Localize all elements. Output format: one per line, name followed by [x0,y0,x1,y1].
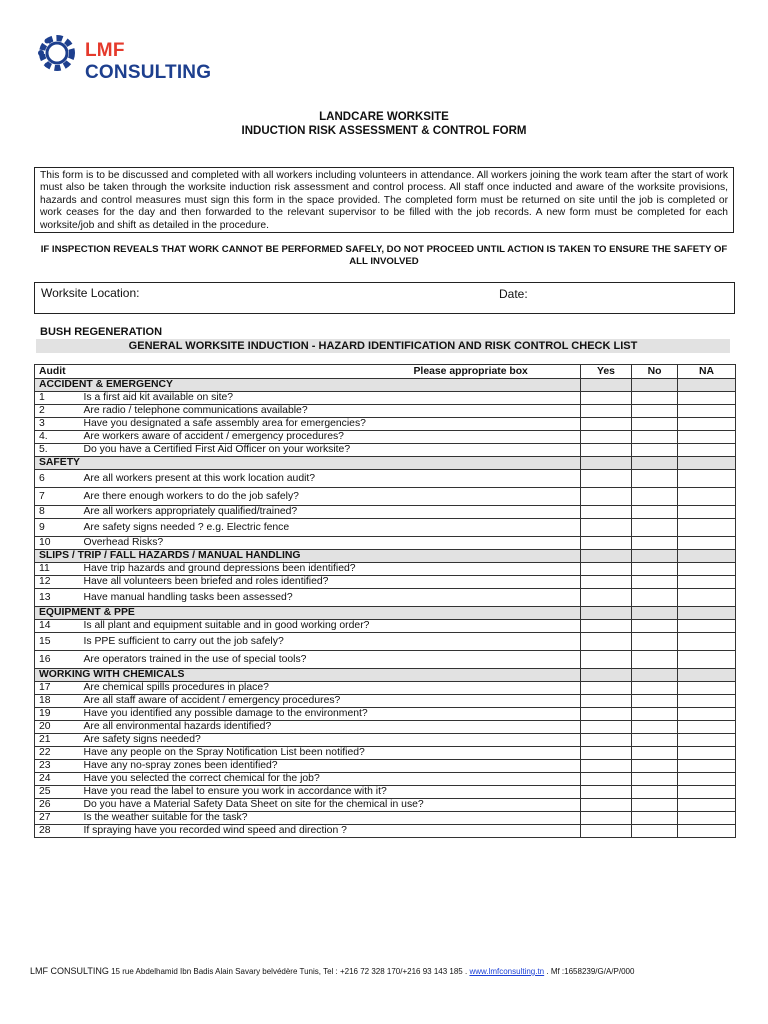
question-number: 12 [35,576,80,589]
yes-box[interactable] [581,470,632,488]
table-row [35,576,736,589]
na-box[interactable] [678,488,736,506]
no-box[interactable] [632,563,678,576]
yes-box[interactable] [581,506,632,519]
question-text: Is a first aid kit available on site? [80,392,581,405]
table-row [35,734,736,747]
table-row [35,563,736,576]
yes-box[interactable] [581,444,632,457]
table-row [35,444,736,457]
question-text: Are all workers appropriately qualified/trained? [80,506,581,519]
category-blank-cell [632,669,678,682]
no-box[interactable] [632,488,678,506]
table-row [35,708,736,721]
category-row [35,550,736,563]
yes-box[interactable] [581,589,632,607]
table-header-row [35,365,736,379]
question-text: Are operators trained in the use of special tools? [80,651,581,669]
na-box[interactable] [678,825,736,838]
na-box[interactable] [678,682,736,695]
date-field[interactable]: Date: [499,287,528,301]
question-number: 15 [35,633,80,651]
na-box[interactable] [678,470,736,488]
na-box[interactable] [678,708,736,721]
category-blank-cell [678,607,736,620]
question-number: 22 [35,747,80,760]
form-title-line1: LANDCARE WORKSITE [319,111,449,123]
yes-box[interactable] [581,773,632,786]
na-box[interactable] [678,812,736,825]
no-box[interactable] [632,760,678,773]
yes-box[interactable] [581,620,632,633]
table-row [35,537,736,550]
question-number: 4. [35,431,80,444]
question-number: 23 [35,760,80,773]
table-row [35,506,736,519]
yes-header: Yes [581,365,632,379]
table-row [35,721,736,734]
category-blank-cell [632,457,678,470]
question-text: Are safety signs needed? [80,734,581,747]
na-box[interactable] [678,773,736,786]
table-row [35,488,736,506]
question-number: 3 [35,418,80,431]
yes-box[interactable] [581,708,632,721]
table-row [35,786,736,799]
no-box[interactable] [632,444,678,457]
question-text: Do you have a Certified First Aid Officer on your worksite? [80,444,581,457]
question-text: Have any people on the Spray Notification List been notified? [80,747,581,760]
company-logo [33,28,213,83]
na-box[interactable] [678,576,736,589]
audit-header: Audit [35,365,80,379]
yes-box[interactable] [581,405,632,418]
category-blank-cell [581,379,632,392]
category-blank-cell [678,457,736,470]
question-number: 17 [35,682,80,695]
yes-box[interactable] [581,682,632,695]
yes-box[interactable] [581,392,632,405]
question-number: 20 [35,721,80,734]
no-box[interactable] [632,620,678,633]
yes-box[interactable] [581,576,632,589]
question-text: Are all workers present at this work location audit? [80,470,581,488]
footer-address: 15 rue Abdelhamid Ibn Badis Alain Savary belvédère Tunis, Tel : +216 72 328 170/+216 93 143 185 . [111,967,468,976]
table-row [35,825,736,838]
no-box[interactable] [632,519,678,537]
yes-box[interactable] [581,651,632,669]
question-number: 16 [35,651,80,669]
yes-box[interactable] [581,488,632,506]
table-row [35,470,736,488]
no-box[interactable] [632,695,678,708]
question-text: Are chemical spills procedures in place? [80,682,581,695]
question-number: 9 [35,519,80,537]
question-number: 11 [35,563,80,576]
instruction-header: Please appropriate box [80,365,581,379]
footer-company: LMF CONSULTING [30,966,109,976]
table-row [35,620,736,633]
yes-box[interactable] [581,760,632,773]
question-text: Do you have a Material Safety Data Sheet on site for the chemical in use? [80,799,581,812]
question-text: Have trip hazards and ground depressions been identified? [80,563,581,576]
category-blank-cell [581,457,632,470]
category-blank-cell [632,550,678,563]
no-box[interactable] [632,721,678,734]
no-box[interactable] [632,812,678,825]
no-box[interactable] [632,734,678,747]
gear-icon [33,28,85,80]
no-box[interactable] [632,392,678,405]
yes-box[interactable] [581,799,632,812]
question-text: Are safety signs needed ? e.g. Electric fence [80,519,581,537]
no-box[interactable] [632,651,678,669]
table-row [35,799,736,812]
yes-box[interactable] [581,431,632,444]
na-box[interactable] [678,633,736,651]
question-text: Is all plant and equipment suitable and in good working order? [80,620,581,633]
yes-box[interactable] [581,786,632,799]
question-text: Have any no-spray zones been identified? [80,760,581,773]
category-label: SAFETY [35,457,581,470]
question-text: Are all environmental hazards identified? [80,721,581,734]
question-number: 21 [35,734,80,747]
yes-box[interactable] [581,537,632,550]
na-box[interactable] [678,537,736,550]
table-row [35,519,736,537]
question-number: 24 [35,773,80,786]
yes-box[interactable] [581,812,632,825]
na-box[interactable] [678,563,736,576]
na-box[interactable] [678,620,736,633]
na-box[interactable] [678,760,736,773]
no-box[interactable] [632,799,678,812]
question-number: 8 [35,506,80,519]
na-box[interactable] [678,799,736,812]
na-box[interactable] [678,405,736,418]
question-text: Are all staff aware of accident / emergency procedures? [80,695,581,708]
question-text: Have all volunteers been briefed and roles identified? [80,576,581,589]
no-box[interactable] [632,747,678,760]
na-box[interactable] [678,392,736,405]
question-number: 13 [35,589,80,607]
no-box[interactable] [632,786,678,799]
logo-lmf-text: LMF [85,40,125,61]
category-label: SLIPS / TRIP / FALL HAZARDS / MANUAL HANDLING [35,550,581,563]
no-box[interactable] [632,682,678,695]
footer-website-link[interactable]: www.lmfconsulting.tn [469,967,545,976]
table-row [35,633,736,651]
category-row [35,669,736,682]
question-text: Is PPE sufficient to carry out the job safely? [80,633,581,651]
table-row [35,747,736,760]
question-text: Are radio / telephone communications available? [80,405,581,418]
category-blank-cell [632,607,678,620]
table-row [35,695,736,708]
question-number: 26 [35,799,80,812]
checklist-title: GENERAL WORKSITE INDUCTION - HAZARD IDENTIFICATION AND RISK CONTROL CHECK LIST [36,339,730,353]
no-box[interactable] [632,576,678,589]
category-blank-cell [678,550,736,563]
no-box[interactable] [632,470,678,488]
yes-box[interactable] [581,633,632,651]
yes-box[interactable] [581,734,632,747]
question-text: If spraying have you recorded wind speed and direction ? [80,825,581,838]
page-footer [30,966,750,976]
no-box[interactable] [632,825,678,838]
na-box[interactable] [678,695,736,708]
category-row [35,457,736,470]
category-blank-cell [581,669,632,682]
safety-warning: IF INSPECTION REVEALS THAT WORK CANNOT BE PERFORMED SAFELY, DO NOT PROCEED UNTIL ACTION IS TAKEN TO ENSURE THE SAFETY OF ALL INVOLVED [40,244,728,267]
question-number: 10 [35,537,80,550]
table-row [35,651,736,669]
category-blank-cell [678,669,736,682]
question-number: 6 [35,470,80,488]
table-row [35,682,736,695]
no-box[interactable] [632,773,678,786]
question-text: Have you read the label to ensure you work in accordance with it? [80,786,581,799]
form-title-line2: INDUCTION RISK ASSESSMENT & CONTROL FORM [241,125,527,137]
question-text: Have you selected the correct chemical for the job? [80,773,581,786]
yes-box[interactable] [581,747,632,760]
question-number: 5. [35,444,80,457]
category-label: WORKING WITH CHEMICALS [35,669,581,682]
na-box[interactable] [678,651,736,669]
na-box[interactable] [678,734,736,747]
table-row [35,773,736,786]
question-number: 7 [35,488,80,506]
yes-box[interactable] [581,825,632,838]
worksite-location-field[interactable]: Worksite Location: [41,286,140,300]
category-blank-cell [581,607,632,620]
na-box[interactable] [678,444,736,457]
no-header: No [632,365,678,379]
question-number: 19 [35,708,80,721]
intro-paragraph: This form is to be discussed and completed with all workers including volunteers in attendance. All workers joining the work team after the start of work must also be taken through the worksite induction risk assessment and control process. All staff once inducted and aware of the worksite provisions, hazards and control measures must sign this form in the space provided. The completed form must be returned on site until the job is completed or work ceases for the day and then forwarded to the relevant supervisor to be filled with the job records. A new form must be completed for each worksite/job and shift as detailed in the procedure. [34,167,734,233]
table-row [35,418,736,431]
category-blank-cell [632,379,678,392]
question-number: 28 [35,825,80,838]
no-box[interactable] [632,633,678,651]
question-text: Have you designated a safe assembly area for emergencies? [80,418,581,431]
na-box[interactable] [678,506,736,519]
yes-box[interactable] [581,519,632,537]
question-number: 14 [35,620,80,633]
na-box[interactable] [678,786,736,799]
yes-box[interactable] [581,695,632,708]
question-text: Are there enough workers to do the job safely? [80,488,581,506]
table-row [35,812,736,825]
no-box[interactable] [632,537,678,550]
question-text: Have you identified any possible damage to the environment? [80,708,581,721]
no-box[interactable] [632,431,678,444]
category-blank-cell [678,379,736,392]
checklist-table [34,364,736,838]
footer-mf: . Mf :1658239/G/A/P/000 [546,967,635,976]
no-box[interactable] [632,708,678,721]
question-number: 1 [35,392,80,405]
category-row [35,379,736,392]
na-box[interactable] [678,418,736,431]
na-box[interactable] [678,431,736,444]
question-number: 27 [35,812,80,825]
table-row [35,405,736,418]
na-box[interactable] [678,589,736,607]
na-box[interactable] [678,721,736,734]
yes-box[interactable] [581,721,632,734]
question-number: 2 [35,405,80,418]
question-text: Have manual handling tasks been assessed? [80,589,581,607]
category-label: EQUIPMENT & PPE [35,607,581,620]
no-box[interactable] [632,589,678,607]
location-date-box [34,282,735,314]
no-box[interactable] [632,506,678,519]
yes-box[interactable] [581,418,632,431]
na-box[interactable] [678,519,736,537]
question-text: Are workers aware of accident / emergency procedures? [80,431,581,444]
na-box[interactable] [678,747,736,760]
table-row [35,760,736,773]
no-box[interactable] [632,418,678,431]
category-blank-cell [581,550,632,563]
category-label: ACCIDENT & EMERGENCY [35,379,581,392]
question-text: Overhead Risks? [80,537,581,550]
na-header: NA [678,365,736,379]
question-number: 18 [35,695,80,708]
table-row [35,589,736,607]
table-row [35,392,736,405]
question-text: Is the weather suitable for the task? [80,812,581,825]
section-label: BUSH REGENERATION [40,326,163,338]
question-number: 25 [35,786,80,799]
logo-consulting-text: CONSULTING [85,62,212,83]
logo-wordmark [85,40,213,84]
table-row [35,431,736,444]
category-row [35,607,736,620]
no-box[interactable] [632,405,678,418]
yes-box[interactable] [581,563,632,576]
